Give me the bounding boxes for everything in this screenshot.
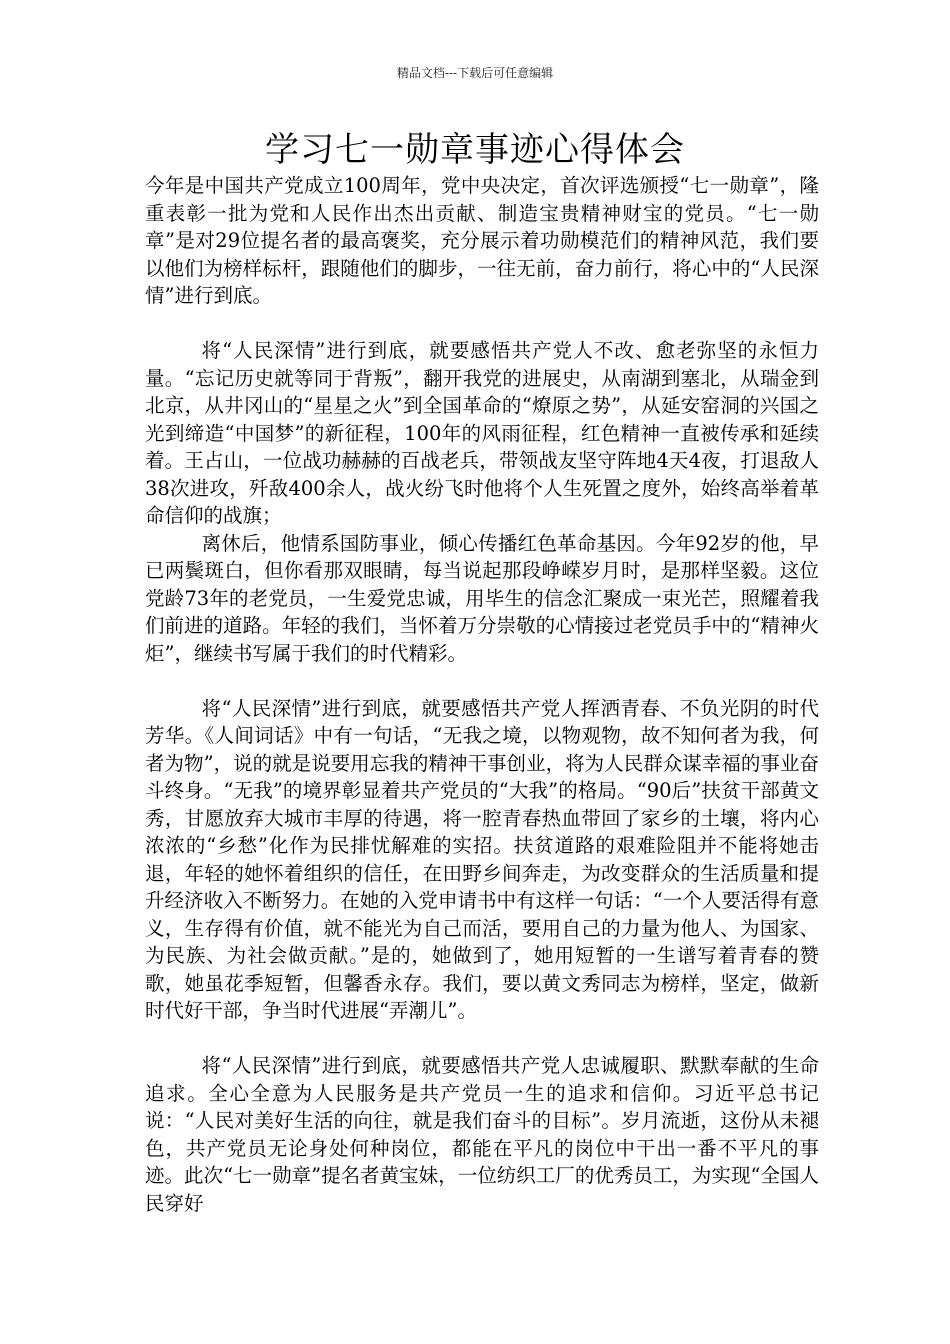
document-body [145,172,819,1217]
paragraph-section-1-continued: 离休后，他情系国防事业，倾心传播红色革命基因。今年92岁的他，早已两鬓斑白，但你看那双眼睛，每当说起那段峥嵘岁月时，是那样坚毅。这位党龄73年的老党员，一生爱党忠诚，用毕生的信念汇聚成一束光芒，照耀着我们前进的道路。年轻的我们，当怀着万分崇敬的心情接过老党员手中的“精神火炬”，继续书写属于我们的时代精彩。 [145,531,819,665]
document-title: 学习七一勋章事迹心得体会 [265,130,685,170]
paragraph-spacer [145,1025,819,1053]
paragraph-section-2: 将“人民深情”进行到底，就要感悟共产党人挥洒青春、不负光阴的时代芳华。《人间词话》中有一句话，“无我之境，以物观物，故不知何者为我，何者为物”，说的就是说要用忘我的精神干事创业，将为人民群众谋幸福的事业奋斗终身。“无我”的境界彰显着共产党员的“大我”的格局。“90后”扶贫干部黄文秀，甘愿放弃大城市丰厚的待遇，将一腔青春热血带回了家乡的土壤，将内心浓浓的“乡愁”化作为民排忧解难的实招。扶贫道路的艰难险阻并不能将她击退，年轻的她怀着组织的信任，在田野乡间奔走，为改变群众的生活质量和提升经济收入不断努力。在她的入党申请书中有这样一句话：“一个人要活得有意义，生存得有价值，就不能光为自己而活，要用自己的力量为他人、为国家、为民族、为社会做贡献。”是的，她做到了，她用短暂的一生谱写着青春的赞歌，她虽花季短暂，但馨香永存。我们，要以黄文秀同志为榜样，坚定，做新时代好干部，争当时代进展“弄潮儿”。 [145,696,819,1022]
page-header: 精品文档---下载后可任意编辑 [396,66,554,80]
paragraph-intro: 今年是中国共产党成立100周年，党中央决定，首次评选颁授“七一勋章”，隆重表彰一批为党和人民作出杰出贡献、制造宝贵精神财宝的党员。“七一勋章”是对29位提名者的最高褒奖，充分展示着功勋模范们的精神风范，我们要以他们为榜样标杆，跟随他们的脚步，一往无前，奋力前行，将心中的“人民深情”进行到底。 [145,174,819,307]
paragraph-spacer [145,667,819,695]
paragraph-section-1: 将“人民深情”进行到底，就要感悟共产党人不改、愈老弥坚的永恒力量。“忘记历史就等同于背叛”，翻开我党的进展史，从南湖到塞北，从瑞金到北京，从井冈山的“星星之火”到全国革命的“燎原之势”，从延安窑洞的兴国之光到缔造“中国梦”的新征程，100年的风雨征程，红色精神一直被传承和延续着。王占山，一位战功赫赫的百战老兵，带领战友坚守阵地4天4夜，打退敌人38次进攻，歼敌400余人，战火纷飞时他将个人生死置之度外，始终高举着革命信仰的战旗； [145,339,819,527]
paragraph-spacer [145,310,819,338]
paragraph-section-3: 将“人民深情”进行到底，就要感悟共产党人忠诚履职、默默奉献的生命追求。全心全意为人民服务是共产党员一生的追求和信仰。习近平总书记说：“人民对美好生活的向往，就是我们奋斗的目标”。岁月流逝，这份从未褪色，共产党员无论身处何种岗位，都能在平凡的岗位中干出一番不平凡的事迹。此次“七一勋章”提名者黄宝妹，一位纺织工厂的优秀员工，为实现“全国人民穿好 [145,1054,819,1215]
